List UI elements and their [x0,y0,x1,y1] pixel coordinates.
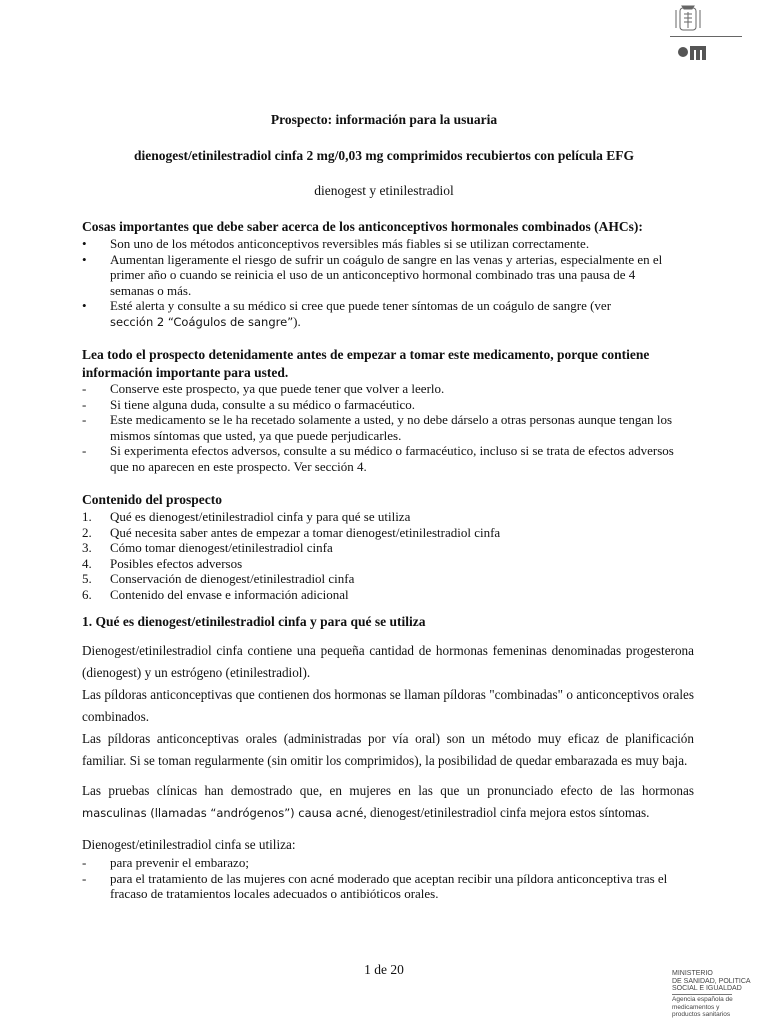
bullet: • [82,251,87,267]
paragraph: Las píldoras anticonceptivas orales (administradas por vía oral) son un método muy eficaz de planificación familiar. Si se toman regularmente (sin omitir los comprimidos), la posibilidad de quedar embarazada es muy baja. [82,731,694,768]
product-name: dienogest/etinilestradiol cinfa 2 mg/0,03 mg comprimidos recubiertos con película EFG [134,148,634,163]
footer-rule [672,994,732,995]
paragraph: Dienogest/etinilestradiol cinfa contiene una pequeña cantidad de hormonas femeninas denominadas progesterona (dienogest) y un estrógeno (etinilestradiol). [82,643,694,680]
read-list [82,381,682,475]
contents-heading: Contenido del prospecto [82,492,223,507]
list-item: 2. Qué necesita saber antes de empezar a tomar dienogest/etinilestradiol cinfa [82,524,501,540]
uses-list [82,855,692,902]
androgen-phrase: masculinas (llamadas “andrógenos”) causa acné [82,806,364,820]
paragraph: Las píldoras anticonceptivas que contienen dos hormonas se llaman píldoras "combinadas" o anticonceptivos orales combinados. [82,687,694,724]
list-item: 3. Cómo tomar dienogest/etinilestradiol cinfa [82,540,333,556]
bullet: • [82,236,87,251]
header-rule [670,36,742,37]
section-1-heading: 1. Qué es dienogest/etinilestradiol cinfa y para qué se utiliza [82,614,426,629]
list-item: 4. Posibles efectos adversos [82,555,243,571]
androgen-paragraph: Las pruebas clínicas han demostrado que, en mujeres en las que un pronunciado efecto de las hormonas masculinas (llamadas “andrógenos”) causa acné, dienogest/etinilestradiol cinfa mejora estos síntomas. [82,783,694,820]
ahc-heading: Cosas importantes que debe saber acerca de los anticonceptivos hormonales combinados (AHCs): [82,219,643,234]
ministry-label: MINISTERIO DE SANIDAD, POLITICA SOCIAL E IGUALDAD [672,970,751,992]
list-item: • Son uno de los métodos anticonceptivos reversibles más fiables si se utilizan correctamente. [82,236,590,251]
list-item: - para el tratamiento de las mujeres con acné moderado que aceptan recibir una píldora anticonceptiva tras el fracaso de tratamientos locales adecuados o antibióticos orales. [82,870,668,902]
active-substances: dienogest y etinilestradiol [314,183,454,198]
coat-of-arms-logo [666,4,746,66]
agency-label: Agencia española de medicamentos y productos sanitarios [672,996,733,1018]
read-heading: Lea todo el prospecto detenidamente antes de empezar a tomar este medicamento, porque contiene información importante para usted. [82,347,650,380]
list-item: - para prevenir el embarazo; [82,855,249,870]
list-item: - Conserve este prospecto, ya que puede tener que volver a leerlo. [82,381,445,396]
section-2-reference: sección 2 “Coágulos de sangre” [110,314,294,329]
list-item: - Este medicamento se le ha recetado solamente a usted, y no debe dárselo a otras personas aunque tengan los mismos síntomas que usted, ya que puede perjudicarles. [82,412,673,443]
page-number: 1 de 20 [364,962,404,977]
section-1-body [82,640,694,772]
list-item: • Aumentan ligeramente el riesgo de sufrir un coágulo de sangre en las venas y arterias, especialmente en el primer año o cuando se reinicia el uso de un anticonceptivo hormonal combinado tras una pausa de 4 semanas o más. [82,251,663,298]
list-item: 1. Qué es dienogest/etinilestradiol cinfa y para qué se utiliza [82,509,411,524]
uses-intro: Dienogest/etinilestradiol cinfa se utiliza: [82,837,296,852]
list-item: • Esté alerta y consulte a su médico si cree que puede tener síntomas de un coágulo de sangre (ver sección 2 “Coágulos de sangre”). [82,298,612,329]
list-item: - Si tiene alguna duda, consulte a su médico o farmacéutico. [82,396,416,412]
ahc-list [82,236,682,331]
list-item: - Si experimenta efectos adversos, consulte a su médico o farmacéutico, incluso si se trata de efectos adversos que no aparecen en este prospecto. Ver sección 4. [82,443,674,474]
list-item: 5. Conservación de dienogest/etinilestradiol cinfa [82,571,355,587]
document-title: Prospecto: información para la usuaria [270,112,498,127]
list-item: 6. Contenido del envase e información adicional [82,586,349,602]
contents-list [82,509,682,603]
bullet: • [82,298,87,314]
